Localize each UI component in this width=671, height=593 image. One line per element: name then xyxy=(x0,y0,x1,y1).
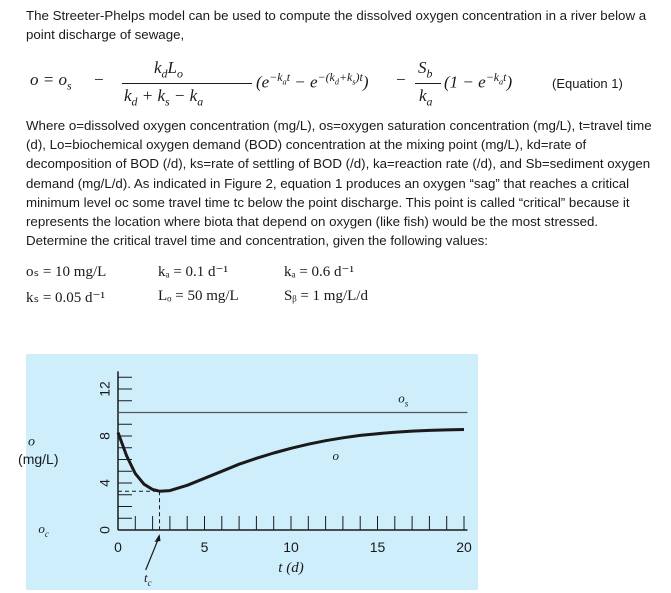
eq-fraction-line-1 xyxy=(122,83,252,84)
y-tick-label: 8 xyxy=(96,432,113,440)
eq-minus-3: − xyxy=(396,70,406,89)
given-kd: kₐ = 0.1 d⁻¹ xyxy=(158,264,228,280)
oxygen-sag-chart xyxy=(18,354,478,590)
equation-label: (Equation 1) xyxy=(552,76,623,91)
chart-background xyxy=(26,354,478,590)
x-tick-label: 15 xyxy=(369,539,386,555)
eq-sediment-term: $(1 - e^{-k_at})$ xyxy=(444,70,513,92)
x-tick-label: 5 xyxy=(200,539,209,555)
given-Sb: Sᵦ = 1 mg/L/d xyxy=(284,288,368,304)
eq-lhs: $o = o_s$ xyxy=(30,70,72,93)
tc-label: $t_c$ xyxy=(143,570,152,588)
given-ks: kₛ = 0.05 d⁻¹ xyxy=(26,290,105,306)
x-tick-label: 10 xyxy=(283,539,299,555)
y-axis-label-unit: (mg/L) xyxy=(18,451,59,468)
eq-fraction-1-denominator: $k_d + k_s - k_a$ xyxy=(124,86,204,109)
oc-label: $o_c$ xyxy=(38,521,49,540)
given-os: oₛ = 10 mg/L xyxy=(26,264,107,280)
x-axis-label: t (d) xyxy=(278,560,304,576)
given-ka: kₐ = 0.6 d⁻¹ xyxy=(284,264,354,280)
eq-fraction-2-numerator: $S_b$ xyxy=(418,58,433,81)
eq-fraction-line-2 xyxy=(415,83,441,84)
x-tick-label: 20 xyxy=(456,539,472,555)
eq-fraction-1-numerator: $k_dL_o$ xyxy=(154,58,183,81)
o-curve-label: o xyxy=(332,447,340,463)
equation-1 xyxy=(30,48,660,114)
y-axis-label-o: o xyxy=(28,434,36,450)
y-tick-label: 4 xyxy=(96,479,113,487)
eq-fraction-2-denominator: $k_a$ xyxy=(419,86,433,109)
os-curve-label: $o_s$ xyxy=(398,390,409,409)
y-tick-label: 12 xyxy=(96,381,113,397)
y-tick-label: 0 xyxy=(96,526,113,534)
intro-paragraph: The Streeter-Phelps model can be used to compute the dissolved oxygen concentration in a river below a point discharge of sewage, xyxy=(26,8,647,43)
eq-exponential-difference: $(e^{-k_at} - e^{-(k_d+k_s)t})$ xyxy=(256,70,369,92)
eq-minus-1: − xyxy=(94,70,104,89)
given-Lo: Lₒ = 50 mg/L xyxy=(158,288,239,304)
definitions-paragraph: Where o=dissolved oxygen concentration (mg/L), os=oxygen saturation concentration (mg/L), t=travel time (d), Lo=biochemical oxygen demand (BOD) concentration at the mixing point (mg/L), kd=rate of decomposition of BOD (/d), ks=rate of settling of BOD (/d), ka=reaction rate (/d), and Sb=sediment oxygen demand (mg/L/d). As indicated in Figure 2, equation 1 produces an oxygen “sag” that reaches a critical minimum level oc some travel time tc below the point discharge. This point is called “critical” because it represents the location where biota that depend on oxygen (like fish) would be the most stressed. Determine the critical travel time and concentration, given the following values: xyxy=(26,118,652,249)
x-tick-label: 0 xyxy=(114,539,122,555)
